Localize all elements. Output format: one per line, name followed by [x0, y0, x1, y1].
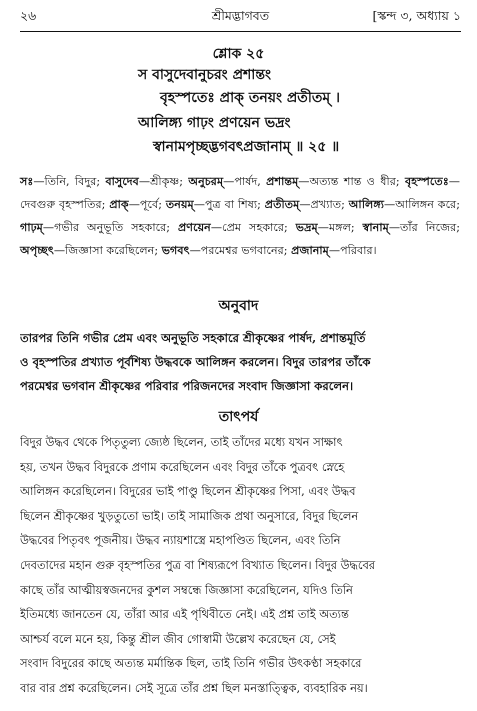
purport-line: ছিলেন শ্রীকৃষ্ণের খুড়তুতো ভাই। তাই সামাজিক প্রথা অনুসারে, বিদুর ছিলেন	[20, 508, 359, 523]
purport-line: বার বার প্রশ্ন করেছিলেন। সেই সূত্রে তাঁর প্রশ্ন ছিল মনস্তাত্ত্বিক, ব্যবহারিক নয়।	[20, 680, 368, 695]
purport-heading: তাৎপর্য	[218, 409, 259, 425]
synonym-meaning: পার্ষদ,	[234, 175, 261, 188]
synonym-meaning: পুত্র বা শিষ্য;	[204, 198, 261, 211]
verse-line: আলিঙ্গ্য গাঢ়ং প্রণয়েন ভদ্রং	[138, 115, 291, 131]
synonym-word: ভদ্রম্	[295, 220, 318, 234]
synonym-meaning: অত্যন্ত শান্ত ও ধীর;	[309, 175, 400, 188]
synonym-meaning: মঙ্গল;	[328, 221, 355, 234]
synonym-word: প্রণয়েন	[177, 220, 211, 234]
synonym-meaning: আলিঙ্গন করে;	[395, 198, 460, 211]
translation-line: পরমেশ্বর ভগবান শ্রীকৃষ্ণের পরিবার পরিজনদের সংবাদ জিজ্ঞাসা করলেন।	[20, 379, 354, 393]
verse-line: স বাসুদেবানুচরং প্রশান্তং	[138, 67, 272, 83]
synonym-word: তনয়ম্	[165, 197, 194, 211]
synonym-word: প্রতীতম্	[264, 197, 300, 211]
purport-line: কাছে তাঁর আত্মীয়স্বজনদের কুশল সম্বন্ধে জিজ্ঞাসা করেছিলেন, যদিও তিনি	[20, 582, 353, 597]
verse-line: বৃহস্পতেঃ প্রাক্ তনয়ং প্রতীতম্ ।	[160, 90, 340, 106]
purport-line: আলিঙ্গন করেছিলেন। বিদুরের ভাই পাণ্ডু ছিলেন শ্রীকৃষ্ণের পিসা, এবং উদ্ধব	[20, 484, 356, 499]
purport-paragraph	[20, 430, 460, 701]
synonym-meaning: প্রখ্যাত;	[310, 198, 345, 211]
synonym-meaning: তাঁর নিজের;	[400, 221, 461, 234]
running-title: শ্রীমদ্ভাগবত	[211, 8, 270, 23]
verse-line: স্বানামপৃচ্ছদ্ভগবৎপ্রজানাম্ ॥ ২৫ ॥	[153, 139, 340, 155]
synonyms-paragraph: সঃ—তিনি, বিদুর; বাসুদেব—শ্রীকৃষ্ণ; অনুচরম্—পার্ষদ, প্রশান্তম্—অত্যন্ত শান্ত ও ধীর; বৃহস্পতেঃ—দেবগুরু বৃহস্পতির; প্রাক্—পূর্বে; তনয়ম্—পুত্র বা শিষ্য; প্রতীতম্—প্রখ্যাত; আলিঙ্গ্য—আলিঙ্গন করে; গাঢ়ম্—গভীর অনুভূতি সহকারে; প্রণয়েন—প্রেম সহকারে; ভদ্রম্—মঙ্গল; স্বানাম্—তাঁর নিজের; অপৃচ্ছৎ—জিজ্ঞাসা করেছিলেন; ভগবৎ—পরমেশ্বর ভগবানের; প্রজানাম্—পরিবার।	[20, 174, 461, 257]
purport-line: বিদুর উদ্ধব থেকে পিতৃতুল্য জ্যেষ্ঠ ছিলেন, তাই তাঁদের মধ্যে যখন সাক্ষাৎ	[20, 435, 343, 449]
synonym-word: বৃহস্পতেঃ	[405, 174, 449, 188]
synonym-word: প্রশান্তম্	[266, 174, 299, 188]
purport-line: ইতিমধ্যে জানতেন যে, তাঁরা আর এই পৃথিবীতে নেই। এই প্রশ্ন তাই অত্যন্ত	[20, 607, 349, 622]
synonym-word: সঃ	[20, 174, 34, 188]
synonym-word: বাসুদেব	[105, 174, 139, 188]
synonym-word: প্রাক্	[109, 197, 129, 211]
purport-line: হয়, তখন উদ্ধব বিদুরকে প্রণাম করেছিলেন এবং বিদুর তাঁকে পুত্রবৎ স্নেহে	[20, 459, 345, 474]
synonym-meaning: পরিবার।	[340, 244, 377, 257]
header-rule	[20, 31, 461, 32]
purport-line: আশ্চর্য বলে মনে হয়, কিন্তু শ্রীল জীব গোস্বামী উল্লেখ করেছেন যে, সেই	[20, 631, 336, 646]
translation-line: তারপর তিনি গভীর প্রেম এবং অনুভূতি সহকারে শ্রীকৃষ্ণের পার্ষদ, প্রশান্তমূর্তি	[20, 331, 366, 345]
section-reference: [স্কন্দ ৩, অধ্যায় ১	[372, 8, 461, 23]
synonym-meaning: শ্রীকৃষ্ণ;	[150, 175, 184, 188]
synonym-meaning: গভীর অনুভূতি সহকারে;	[54, 221, 171, 234]
translation-line: ও বৃহস্পতির প্রখ্যাত পূর্বশিষ্য উদ্ধবকে আলিঙ্গন করলেন। বিদুর তারপর তাঁকে	[20, 355, 371, 369]
purport-line: দেবতাদের মহান গুরু বৃহস্পতির পুত্র বা শিষ্যরূপে বিখ্যাত ছিলেন। বিদুর উদ্ধবের	[20, 557, 376, 572]
synonym-meaning: জিজ্ঞাসা করেছিলেন;	[65, 244, 159, 257]
translation-paragraph	[20, 326, 460, 398]
purport-line: সংবাদ বিদুরের কাছে অত্যন্ত মর্মান্তিক ছিল, তাই তিনি গভীর উৎকণ্ঠা সহকারে	[20, 656, 362, 671]
synonym-word: অনুচরম্	[188, 174, 224, 188]
synonym-meaning: পরমেশ্বর ভগবানের;	[200, 244, 288, 257]
page-number: ২৬	[20, 8, 37, 23]
synonym-word: স্বানাম্	[362, 220, 389, 234]
synonym-meaning: প্রেম সহকারে;	[222, 221, 288, 234]
synonym-word: আলিঙ্গ্য	[348, 197, 385, 211]
synonym-meaning: পূর্বে;	[139, 198, 163, 211]
translation-heading: অনুবাদ	[218, 298, 259, 314]
purport-line: উদ্ধবের পিতৃবৎ পূজনীয়। উদ্ধব ন্যায়শাস্ত্রে মহাপণ্ডিত ছিলেন, এবং তিনি	[20, 533, 341, 548]
synonym-meaning: দেবগুরু বৃহস্পতির;	[20, 198, 106, 211]
page-header	[20, 8, 461, 30]
synonym-word: প্রজানাম্	[291, 243, 329, 257]
synonym-meaning: তিনি, বিদুর;	[44, 175, 101, 188]
shloka-title: শ্লোক ২৫	[212, 46, 265, 62]
synonym-word: ভগবৎ	[161, 243, 190, 257]
synonym-word: অপৃচ্ছৎ	[20, 243, 54, 257]
synonym-word: গাঢ়ম্	[20, 220, 43, 234]
